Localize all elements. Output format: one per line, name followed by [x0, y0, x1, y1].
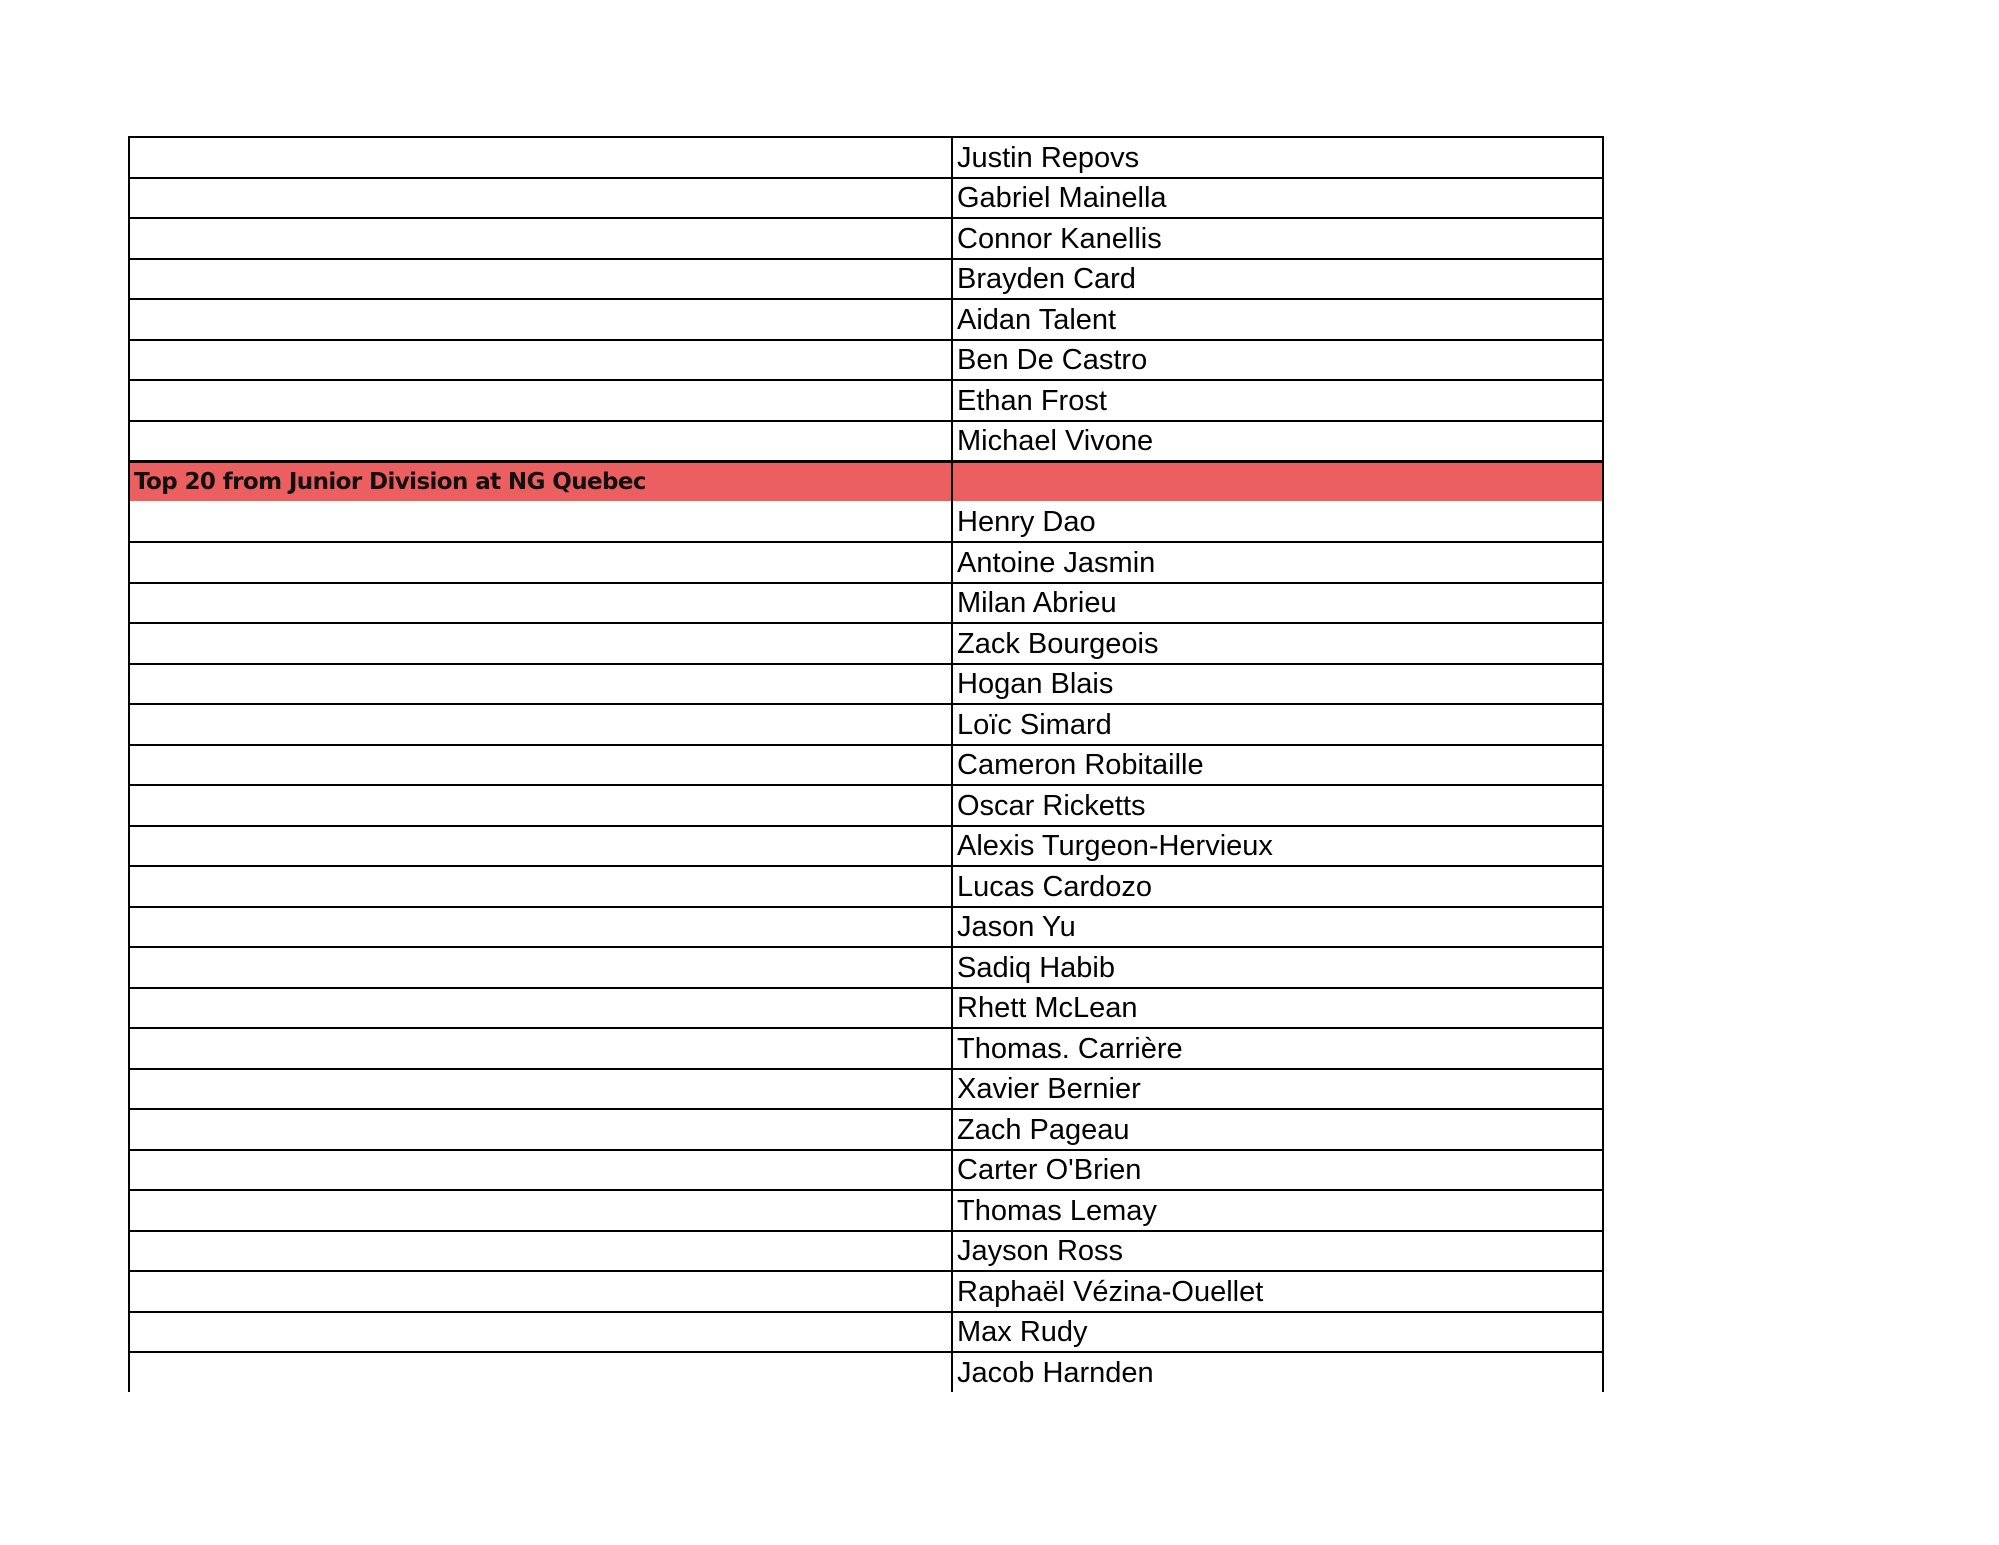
cell-empty[interactable]: [128, 865, 951, 906]
table-row: [128, 663, 1604, 704]
table-row: [128, 1311, 1604, 1352]
cell-empty[interactable]: [128, 501, 951, 542]
cell-name[interactable]: Justin Repovs: [951, 136, 1604, 177]
cell-name[interactable]: Loïc Simard: [951, 703, 1604, 744]
cell-name[interactable]: Thomas Lemay: [951, 1189, 1604, 1230]
section-header-row: [128, 460, 1604, 501]
table-row: [128, 946, 1604, 987]
cell-name[interactable]: Cameron Robitaille: [951, 744, 1604, 785]
table-row: [128, 744, 1604, 785]
cell-empty[interactable]: [128, 177, 951, 218]
cell-empty[interactable]: [128, 1068, 951, 1109]
cell-name[interactable]: Antoine Jasmin: [951, 541, 1604, 582]
cell-name[interactable]: Sadiq Habib: [951, 946, 1604, 987]
table-row: [128, 784, 1604, 825]
cell-empty[interactable]: [128, 217, 951, 258]
section-header-label[interactable]: Top 20 from Junior Division at NG Quebec: [128, 460, 951, 501]
cell-empty[interactable]: [128, 663, 951, 704]
cell-name[interactable]: Aidan Talent: [951, 298, 1604, 339]
cell-name[interactable]: Hogan Blais: [951, 663, 1604, 704]
cell-name[interactable]: Jayson Ross: [951, 1230, 1604, 1271]
cell-name[interactable]: Brayden Card: [951, 258, 1604, 299]
cell-name[interactable]: Zack Bourgeois: [951, 622, 1604, 663]
cell-name[interactable]: Ethan Frost: [951, 379, 1604, 420]
cell-empty[interactable]: [128, 298, 951, 339]
cell-empty[interactable]: [951, 460, 1604, 501]
cell-name[interactable]: Thomas. Carrière: [951, 1027, 1604, 1068]
cell-name[interactable]: Rhett McLean: [951, 987, 1604, 1028]
cell-name[interactable]: Alexis Turgeon-Hervieux: [951, 825, 1604, 866]
table-row: [128, 339, 1604, 380]
cell-empty[interactable]: [128, 582, 951, 623]
cell-name[interactable]: Ben De Castro: [951, 339, 1604, 380]
table-row: [128, 906, 1604, 947]
cell-empty[interactable]: [128, 1149, 951, 1190]
cell-empty[interactable]: [128, 1027, 951, 1068]
cell-empty[interactable]: [128, 1351, 951, 1392]
spreadsheet-table: [128, 136, 1604, 1392]
table-row: [128, 703, 1604, 744]
cell-name[interactable]: Oscar Ricketts: [951, 784, 1604, 825]
cell-empty[interactable]: [128, 946, 951, 987]
table-row: [128, 217, 1604, 258]
cell-empty[interactable]: [128, 1230, 951, 1271]
cell-empty[interactable]: [128, 744, 951, 785]
table-row: [128, 1027, 1604, 1068]
cell-empty[interactable]: [128, 541, 951, 582]
cell-empty[interactable]: [128, 339, 951, 380]
cell-empty[interactable]: [128, 906, 951, 947]
cell-name[interactable]: Zach Pageau: [951, 1108, 1604, 1149]
table-row: [128, 865, 1604, 906]
cell-empty[interactable]: [128, 1189, 951, 1230]
cell-empty[interactable]: [128, 1108, 951, 1149]
cell-empty[interactable]: [128, 258, 951, 299]
cell-empty[interactable]: [128, 622, 951, 663]
table-row: [128, 1270, 1604, 1311]
table-row: [128, 825, 1604, 866]
table-row: [128, 1189, 1604, 1230]
cell-empty[interactable]: [128, 379, 951, 420]
table-row: [128, 1068, 1604, 1109]
table-row: [128, 420, 1604, 461]
table-row: [128, 258, 1604, 299]
cell-empty[interactable]: [128, 1311, 951, 1352]
cell-empty[interactable]: [128, 784, 951, 825]
cell-name[interactable]: Raphaël Vézina-Ouellet: [951, 1270, 1604, 1311]
cell-name[interactable]: Gabriel Mainella: [951, 177, 1604, 218]
table-row: [128, 1149, 1604, 1190]
cell-empty[interactable]: [128, 136, 951, 177]
cell-name[interactable]: Milan Abrieu: [951, 582, 1604, 623]
table-row: [128, 1351, 1604, 1392]
table-row: [128, 987, 1604, 1028]
table-row: [128, 379, 1604, 420]
table-row: [128, 582, 1604, 623]
cell-name[interactable]: Max Rudy: [951, 1311, 1604, 1352]
table-row: [128, 177, 1604, 218]
cell-name[interactable]: Connor Kanellis: [951, 217, 1604, 258]
table-row: [128, 1108, 1604, 1149]
cell-name[interactable]: Carter O'Brien: [951, 1149, 1604, 1190]
cell-empty[interactable]: [128, 420, 951, 461]
table-row: [128, 1230, 1604, 1271]
cell-name[interactable]: Jacob Harnden: [951, 1351, 1604, 1392]
cell-name[interactable]: Michael Vivone: [951, 420, 1604, 461]
cell-empty[interactable]: [128, 825, 951, 866]
table-row: [128, 136, 1604, 177]
cell-name[interactable]: Lucas Cardozo: [951, 865, 1604, 906]
table-row: [128, 501, 1604, 542]
table-row: [128, 541, 1604, 582]
cell-name[interactable]: Henry Dao: [951, 501, 1604, 542]
table-row: [128, 622, 1604, 663]
cell-empty[interactable]: [128, 1270, 951, 1311]
table-row: [128, 298, 1604, 339]
cell-empty[interactable]: [128, 703, 951, 744]
cell-name[interactable]: Jason Yu: [951, 906, 1604, 947]
cell-name[interactable]: Xavier Bernier: [951, 1068, 1604, 1109]
cell-empty[interactable]: [128, 987, 951, 1028]
